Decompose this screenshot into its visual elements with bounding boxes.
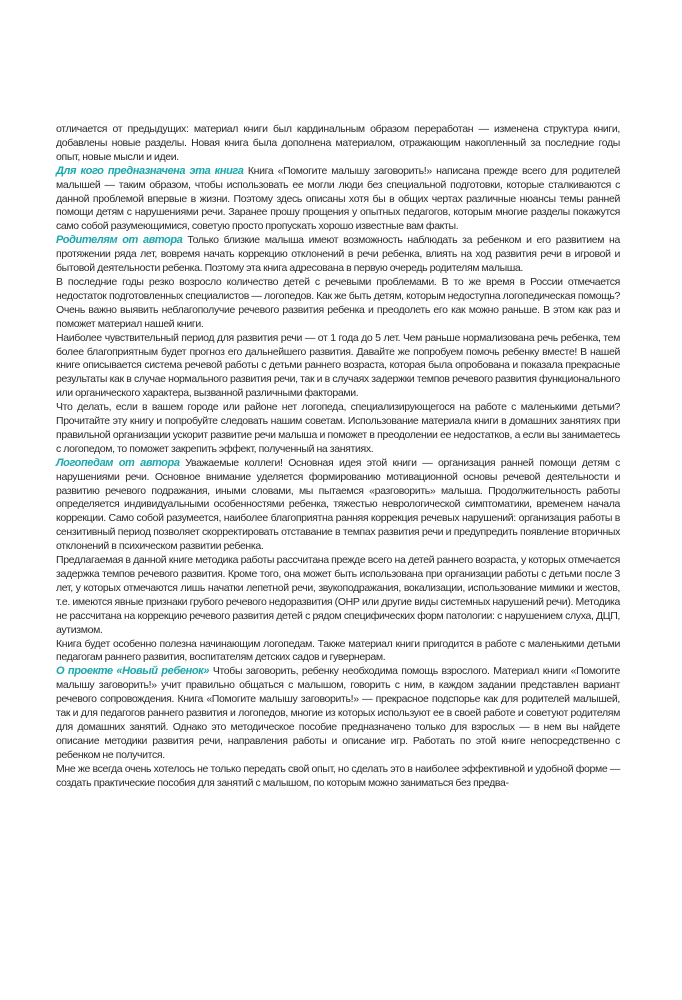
paragraph-text: Уважаемые коллеги! Основная идея этой книги — организация ранней помощи детям с нарушениями речи. Основное внимание уделяется формированию мотивационной основы речевой деятельности и развитию речевого подражания, иными словами, мы пытаемся «разговорить» малыша. Продолжительность работы определяется индивидуальными особенностями ребенка, тяжестью неврологической симптоматики, временем начала коррекции. Само собой разумеется, наиболее благоприятна ранняя коррекция речевых нарушений: организация работы в сензитивный период позволяет скорректировать отставание в темпах развития речи и предупредить появление вторичных отклонений в психическом развитии ребенка. bbox=[56, 456, 620, 553]
paragraph-text: Только близкие малыша имеют возможность наблюдать за ребенком и его развитием на протяжении ряда лет, вовремя начать коррекцию отклонений в речи ребенка, влиять на ход развития речи в игровой и бытовой деятельности ребенка. Поэтому эта книга адресована в первую очередь родителям малыша. bbox=[56, 234, 620, 275]
paragraph bbox=[56, 332, 620, 402]
paragraph-to-parents bbox=[56, 234, 620, 276]
paragraph-about-project bbox=[56, 665, 620, 762]
paragraph-to-speech-therapists bbox=[56, 457, 620, 554]
paragraph-intro-continuation bbox=[56, 123, 620, 165]
paragraph bbox=[56, 554, 620, 637]
paragraph-text: отличается от предыдущих: материал книги был кардинальным образом переработан — изменена структура книги, добавлены новые разделы. Новая книга была дополнена материалом, отражающим накопленный за последние годы опыт, новые мысли и идеи. bbox=[56, 123, 620, 163]
paragraph-text: Чтобы заговорить, ребенку необходима помощь взрослого. Материал книги «Помогите малышу заговорить!» учит правильно общаться с малышом, говорить с ним, в каждом задании представлен вариант речевого сопровождения. Книга «Помогите малышу заговорить!» — прекрасное подспорье как для родителей малышей, так и для педагогов раннего развития и логопедов, многие из которых используют ее в своей работе и советуют родителям для домашних занятий. Однако это методическое пособие предназначено только для взрослых — в нем вы найдете описание методики развития речи, направления работы и описание игр. Работать по этой книге непосредственно с ребенком не получится. bbox=[56, 665, 620, 761]
paragraph-text: Предлагаемая в данной книге методика работы рассчитана прежде всего на детей раннего возраста, у которых отмечается задержка темпов речевого развития. Кроме того, она может быть использована при организации работы с детьми после 3 лет, у которых отмечаются лишь начатки лепетной речи, звукоподражания, вокализации, использование мимики и жестов, т.е. имеются явные признаки грубого речевого недоразвития (ОНР или другие виды системных нарушений речи). Методика не рассчитана на коррекцию речевого развития детей с рядом специфических форм патологии: с нарушением слуха, ДЦП, аутизмом. bbox=[56, 554, 620, 636]
paragraph-text: Наиболее чувствительный период для развития речи — от 1 года до 5 лет. Чем раньше нормализована речь ребенка, тем более благоприятным будет прогноз его дальнейшего развития. Давайте же попробуем помочь ребенку вместе! В нашей книге описывается система речевой работы с детьми раннего возраста, которая была опробована и показала прекрасные результаты как в случае нормального развития речи, так и в случаях задержки темпов речевого развития функционального или органического характера, вызванной различными факторами. bbox=[56, 331, 620, 400]
paragraph-text: В последние годы резко возросло количество детей с речевыми проблемами. В то же время в России отмечается недостаток подготовленных специалистов — логопедов. Как же быть детям, которым недоступна логопедическая помощь? Очень важно выявить неблагополучие речевого развития ребенка и преодолеть его как можно раньше. В этом как раз и поможет материал нашей книги. bbox=[56, 275, 620, 330]
paragraph bbox=[56, 638, 620, 666]
paragraph bbox=[56, 276, 620, 332]
paragraph bbox=[56, 401, 620, 457]
paragraph-text: Мне же всегда очень хотелось не только передать свой опыт, но сделать это в наиболее эффективной и удобной форме — создать практические пособия для занятий с малышом, по которым можно заниматься без предва- bbox=[56, 762, 620, 789]
section-lead-heading: Для кого предназначена эта книга bbox=[56, 164, 248, 177]
paragraph-text: Книга будет особенно полезна начинающим логопедам. Также материал книги пригодится в работе с маленькими детьми педагогам раннего развития, воспитателям детских садов и гувернерам. bbox=[56, 637, 620, 664]
section-lead-heading: Логопедам от автора bbox=[56, 456, 186, 469]
section-lead-heading: Родителям от автора bbox=[56, 234, 188, 247]
section-lead-heading: О проекте «Новый ребенок» bbox=[56, 665, 213, 678]
paragraph-text: Что делать, если в вашем городе или районе нет логопеда, специализирующегося на работе с маленькими детьми? Прочитайте эту книгу и попробуйте следовать нашим советам. Использование материала книги в домашних занятиях при правильной организации ускорит развитие речи малыша и поможет в преодолении ее недостатков, а если вы занимаетесь с логопедом, то поможет закрепить эффект, полученный на занятиях. bbox=[56, 401, 620, 455]
paragraph-text: Книга «Помогите малышу заговорить!» написана прежде всего для родителей малышей — таким образом, чтобы использовать ее могли люди без специальной подготовки, которые сталкиваются с данной проблемой впервые в жизни. Поэтому здесь описаны хотя бы в общих чертах различные нюансы темы ранней помощи детям с нарушениями речи. Заранее прошу прощения у опытных педагогов, которым многие разделы покажутся само собой разумеющимися, советую просто пропускать хорошо известные вам факты. bbox=[56, 164, 620, 233]
body-text bbox=[56, 123, 620, 791]
paragraph bbox=[56, 763, 620, 791]
paragraph-target-audience bbox=[56, 165, 620, 235]
